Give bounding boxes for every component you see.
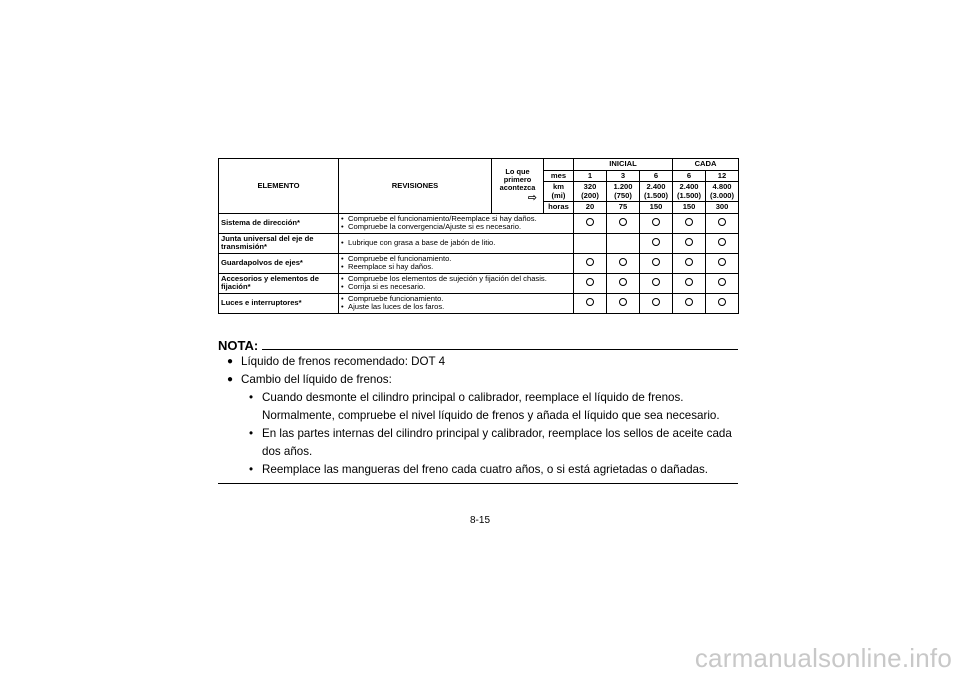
table-row (219, 213, 739, 233)
header-row-period (219, 159, 739, 171)
interval-cell (574, 293, 607, 313)
row-element: Junta universal del eje de transmisión* (219, 233, 339, 253)
table-row (219, 273, 739, 293)
table-row (219, 293, 739, 313)
unit-mi-label: (mi) (551, 190, 566, 200)
nota-subitem-text: Reemplace las mangueras del freno cada cuatro años, o si está agrietadas o dañadas. (262, 463, 708, 476)
nota-item-text: Líquido de frenos recomendado: DOT 4 (241, 355, 446, 368)
table-row (219, 233, 739, 253)
unit-mes: mes (544, 170, 574, 182)
circle-mark-icon (685, 278, 693, 286)
circle-mark-icon (718, 298, 726, 306)
horas-value: 75 (607, 202, 640, 214)
circle-mark-icon (718, 238, 726, 246)
interval-cell (607, 293, 640, 313)
circle-mark-icon (652, 258, 660, 266)
unit-horas: horas (544, 202, 574, 214)
check-item: • Compruebe el funcionamiento. (341, 255, 571, 264)
interval-cell (706, 233, 739, 253)
first-occurs-label: Lo que primero acontezca (499, 166, 536, 193)
nota-section (218, 338, 738, 484)
circle-mark-icon (685, 238, 693, 246)
row-checks (339, 273, 574, 293)
interval-cell (607, 273, 640, 293)
circle-mark-icon (718, 258, 726, 266)
circle-mark-icon (586, 218, 594, 226)
maintenance-table (218, 158, 739, 314)
nota-item (218, 371, 738, 389)
circle-mark-icon (652, 218, 660, 226)
bullet-icon: • (249, 391, 254, 404)
km-value: 4.800 (3.000) (706, 182, 739, 202)
circle-mark-icon (718, 278, 726, 286)
interval-cell (673, 233, 706, 253)
interval-cell (673, 213, 706, 233)
nota-bottom-rule (218, 483, 738, 484)
bullet-icon: • (249, 463, 254, 476)
horas-value: 20 (574, 202, 607, 214)
check-item: • Compruebe la convergencia/Ajuste si es necesario. (341, 223, 571, 232)
circle-mark-icon (619, 258, 627, 266)
circle-mark-icon (685, 298, 693, 306)
interval-cell (673, 253, 706, 273)
circle-mark-icon (718, 218, 726, 226)
interval-cell (607, 233, 640, 253)
nota-heading (218, 338, 738, 353)
check-item: • Corrija si es necesario. (341, 283, 571, 292)
circle-mark-icon (619, 218, 627, 226)
row-checks (339, 253, 574, 273)
row-checks (339, 233, 574, 253)
interval-cell (640, 273, 673, 293)
bullet-icon: ● (227, 356, 234, 367)
row-element: Luces e interruptores* (219, 293, 339, 313)
interval-cell (673, 273, 706, 293)
check-item: • Ajuste las luces de los faros. (341, 303, 571, 312)
circle-mark-icon (619, 298, 627, 306)
header-elemento: ELEMENTO (219, 159, 339, 214)
unit-km (544, 182, 574, 202)
arrow-right-icon: ⇨ (527, 191, 537, 204)
header-blank (544, 159, 574, 171)
mes-value: 12 (706, 170, 739, 182)
header-cada: CADA (673, 159, 739, 171)
interval-cell (673, 293, 706, 313)
horas-value: 300 (706, 202, 739, 214)
nota-subitem (218, 389, 738, 425)
interval-cell (640, 253, 673, 273)
header-revisiones: REVISIONES (339, 159, 492, 214)
interval-cell (640, 293, 673, 313)
bullet-icon: • (249, 427, 254, 440)
horas-value: 150 (640, 202, 673, 214)
check-item: • Compruebe los elementos de sujeción y fijación del chasis. (341, 275, 571, 284)
header-inicial: INICIAL (574, 159, 673, 171)
interval-cell (706, 253, 739, 273)
mes-value: 3 (607, 170, 640, 182)
interval-cell (574, 253, 607, 273)
circle-mark-icon (586, 298, 594, 306)
interval-cell (607, 213, 640, 233)
mes-value: 6 (673, 170, 706, 182)
km-value: 2.400 (1.500) (640, 182, 673, 202)
interval-cell (574, 233, 607, 253)
interval-cell (607, 253, 640, 273)
circle-mark-icon (652, 298, 660, 306)
circle-mark-icon (586, 278, 594, 286)
row-checks (339, 293, 574, 313)
circle-mark-icon (619, 278, 627, 286)
table-row (219, 253, 739, 273)
row-element: Sistema de dirección* (219, 213, 339, 233)
circle-mark-icon (652, 278, 660, 286)
interval-cell (574, 273, 607, 293)
interval-cell (706, 273, 739, 293)
interval-cell (640, 213, 673, 233)
nota-subitem-text: Cuando desmonte el cilindro principal o calibrador, reemplace el líquido de frenos. Normalmente, compruebe el nivel líquido de frenos y añada el líquido que sea necesario. (262, 391, 720, 422)
bullet-icon: ● (227, 374, 234, 385)
interval-cell (640, 233, 673, 253)
nota-body (218, 353, 738, 479)
check-item: • Lubrique con grasa a base de jabón de litio. (341, 239, 571, 248)
km-value: 1.200 (750) (607, 182, 640, 202)
nota-subitem-text: En las partes internas del cilindro principal y calibrador, reemplace los sellos de aceite cada dos años. (262, 427, 732, 458)
nota-item (218, 353, 738, 371)
circle-mark-icon (652, 238, 660, 246)
nota-item-text: Cambio del líquido de frenos: (241, 373, 392, 386)
circle-mark-icon (685, 218, 693, 226)
interval-cell (706, 213, 739, 233)
page-number: 8-15 (469, 515, 490, 526)
nota-subitem (218, 425, 738, 461)
mes-value: 6 (640, 170, 673, 182)
row-element: Accesorios y elementos de fijación* (219, 273, 339, 293)
interval-cell (706, 293, 739, 313)
row-element: Guardapolvos de ejes* (219, 253, 339, 273)
nota-label: NOTA: (218, 338, 259, 353)
mes-value: 1 (574, 170, 607, 182)
check-item: • Reemplace si hay daños. (341, 263, 571, 272)
check-item: • Compruebe el funcionamiento/Reemplace si hay daños. (341, 215, 571, 224)
check-item: • Compruebe funcionamiento. (341, 295, 571, 304)
circle-mark-icon (586, 258, 594, 266)
nota-rule (262, 349, 738, 350)
row-checks (339, 213, 574, 233)
interval-cell (574, 213, 607, 233)
watermark: carmanualsonline.info (694, 643, 952, 673)
km-value: 2.400 (1.500) (673, 182, 706, 202)
circle-mark-icon (685, 258, 693, 266)
table-body (219, 213, 739, 313)
km-value: 320 (200) (574, 182, 607, 202)
nota-subitem (218, 461, 738, 479)
unit-km-label: km (553, 182, 564, 191)
header-first-occurs (492, 159, 544, 214)
horas-value: 150 (673, 202, 706, 214)
